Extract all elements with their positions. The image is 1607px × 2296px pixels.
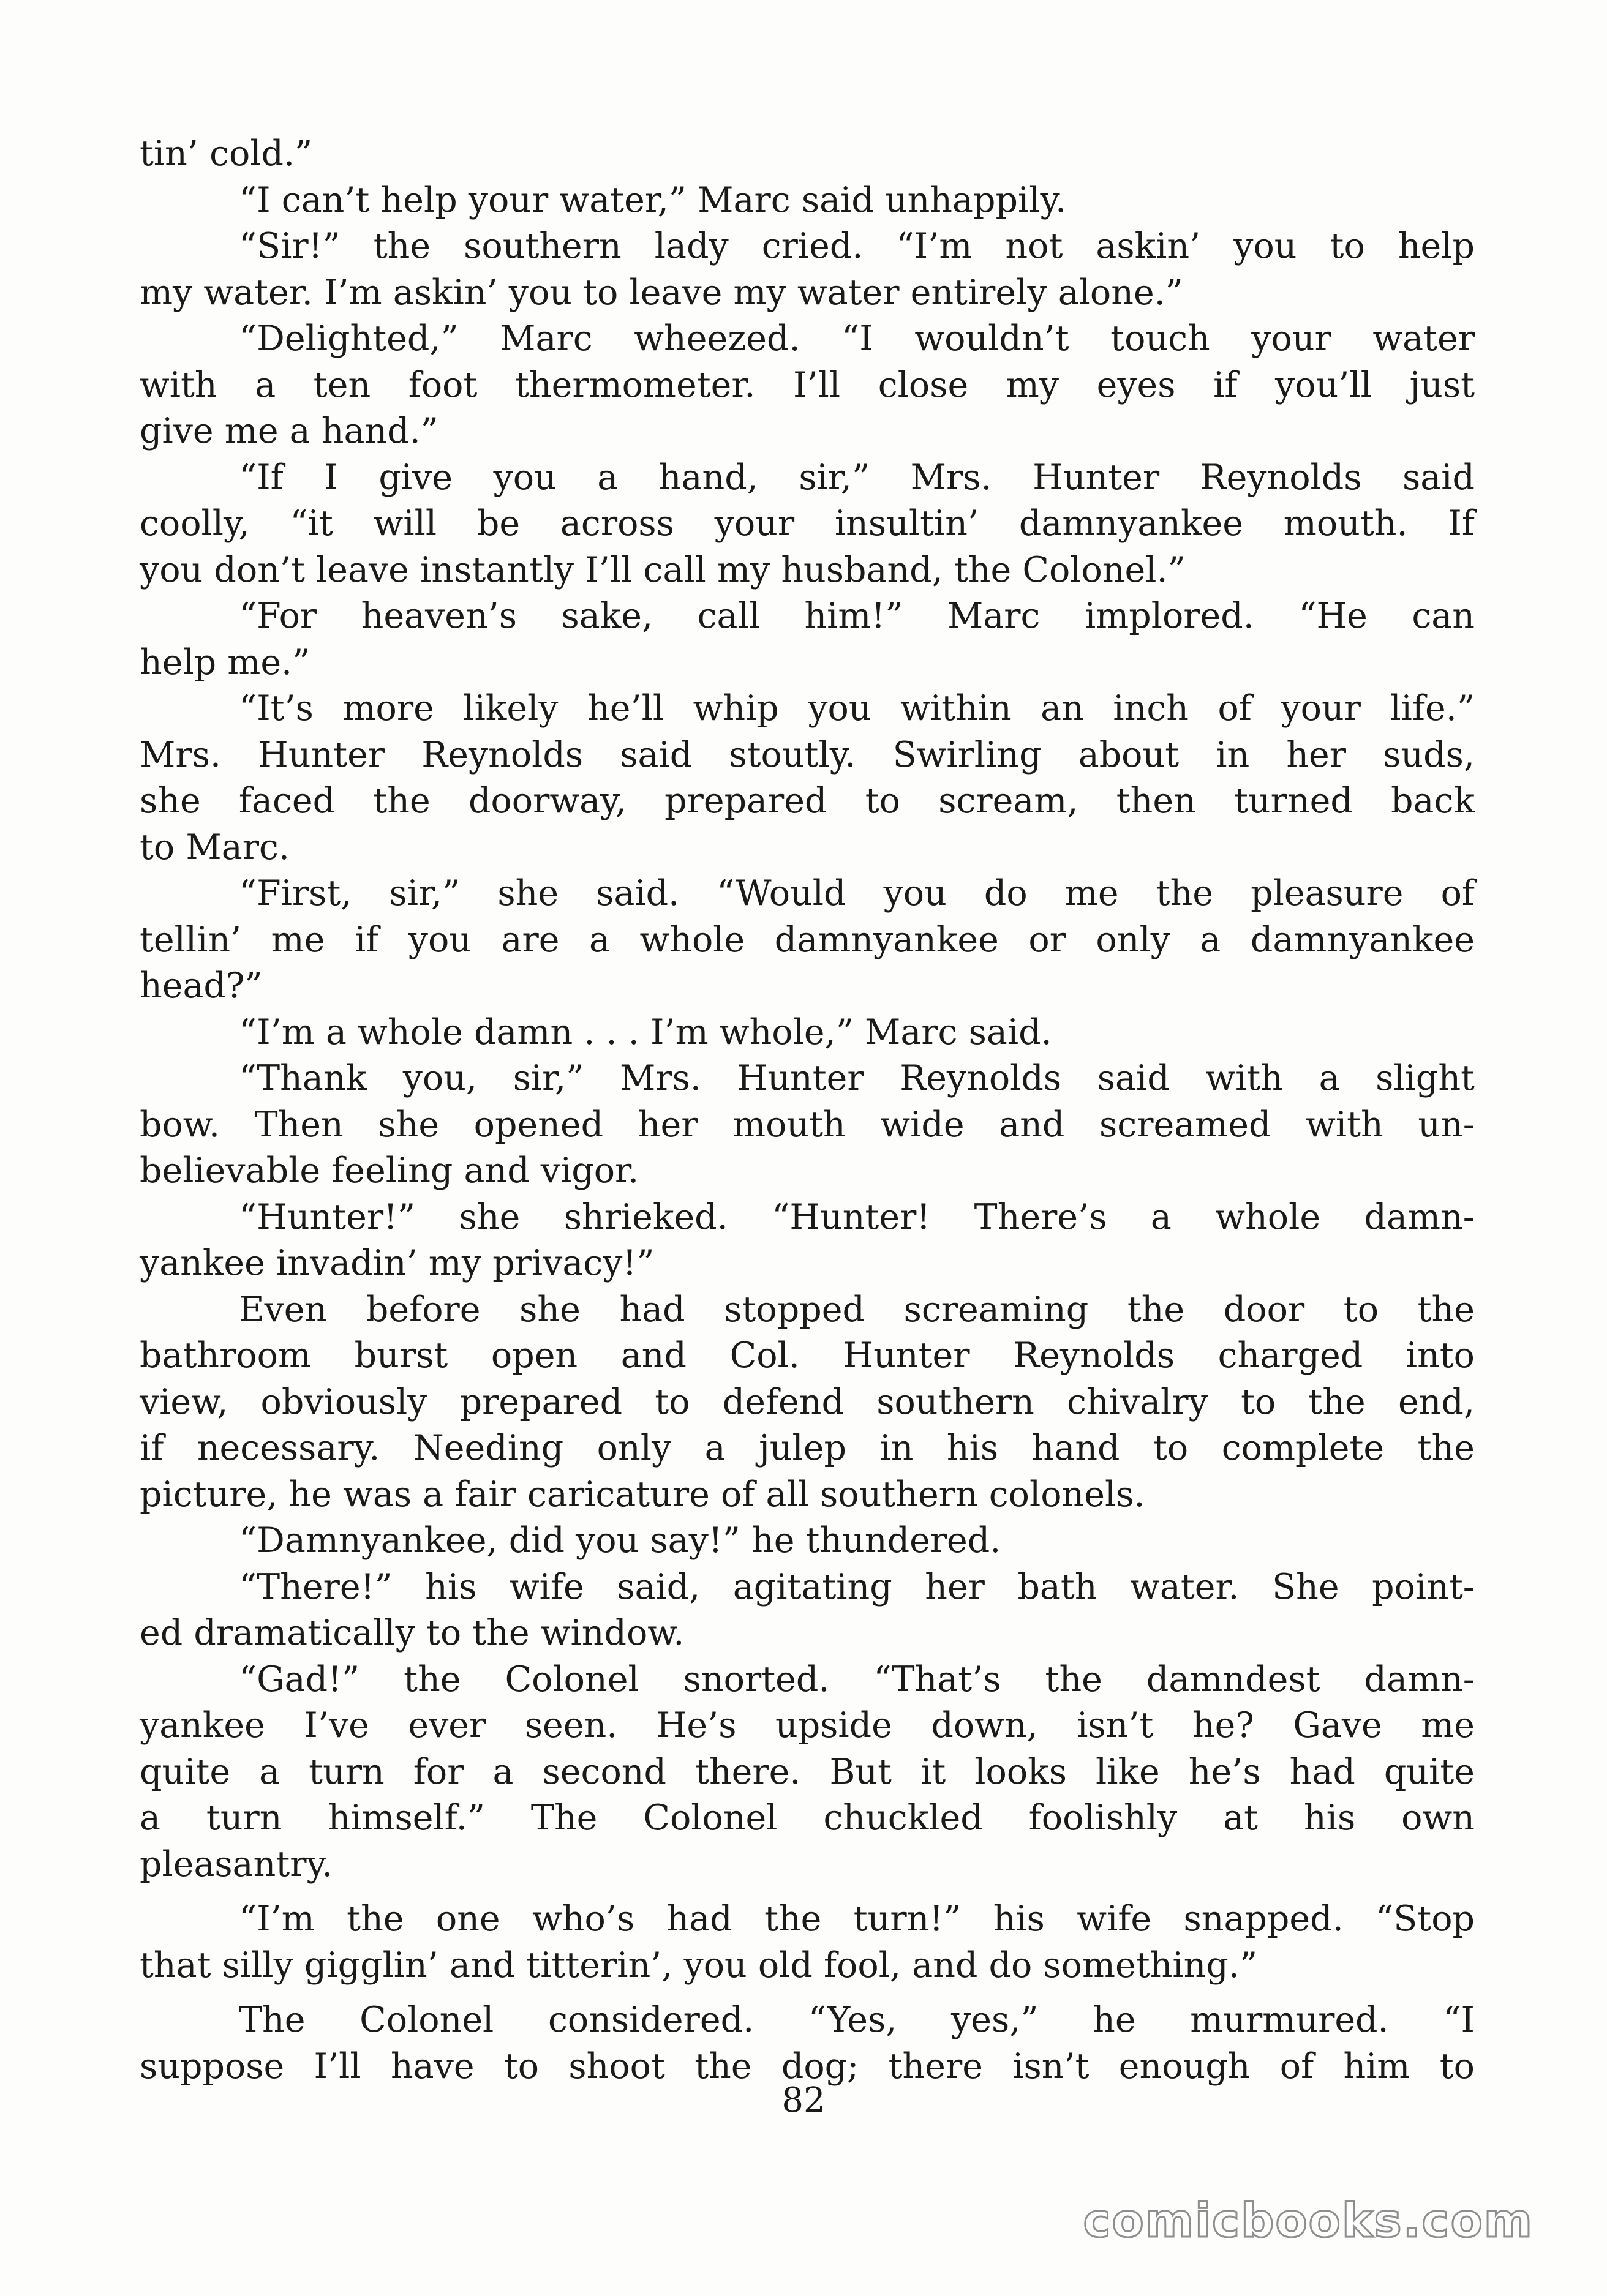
text-line: tin’ cold.” bbox=[140, 133, 313, 174]
text-line: “I can’t help your water,” Marc said unhappily. bbox=[239, 179, 1067, 220]
text-line: “Damnyankee, did you say!” he thundered. bbox=[239, 1520, 1001, 1561]
text-line: “For heaven’s sake, call him!” Marc implored. “He can bbox=[239, 596, 1475, 636]
text-line: “If I give you a hand, sir,” Mrs. Hunter Reynolds said bbox=[239, 457, 1475, 498]
text-line: view, obviously prepared to defend southern chivalry to the end, bbox=[140, 1381, 1475, 1422]
text-line: “It’s more likely he’ll whip you within an inch of your life.” bbox=[239, 688, 1475, 729]
text-line: believable feeling and vigor. bbox=[140, 1150, 639, 1191]
text-line: she faced the doorway, prepared to scream, then turned back bbox=[140, 781, 1475, 821]
text-line: you don’t leave instantly I’ll call my husband, the Colonel.” bbox=[140, 549, 1186, 590]
text-line: “First, sir,” she said. “Would you do me the pleasure of bbox=[239, 873, 1475, 914]
paragraph-gap bbox=[140, 1989, 1475, 1997]
page-number: 82 bbox=[781, 2080, 826, 2120]
text-line: give me a hand.” bbox=[140, 411, 438, 451]
text-line: that silly gigglin’ and titterin’, you old fool, and do something.” bbox=[140, 1945, 1258, 1986]
text-line: “Hunter!” she shrieked. “Hunter! There’s a whole damn- bbox=[239, 1196, 1475, 1237]
text-line: Mrs. Hunter Reynolds said stoutly. Swirling about in her suds, bbox=[140, 734, 1475, 775]
text-line: “I’m a whole damn . . . I’m whole,” Marc said. bbox=[239, 1011, 1052, 1052]
text-line: a turn himself.” The Colonel chuckled foolishly at his own bbox=[140, 1798, 1475, 1838]
text-line: Even before she had stopped screaming the door to the bbox=[239, 1289, 1475, 1330]
text-line: “Sir!” the southern lady cried. “I’m not askin’ you to help bbox=[239, 226, 1475, 266]
text-line: my water. I’m askin’ you to leave my water entirely alone.” bbox=[140, 272, 1183, 313]
text-line: “Delighted,” Marc wheezed. “I wouldn’t touch your water bbox=[239, 318, 1475, 359]
text-line: head?” bbox=[140, 966, 263, 1006]
text-line: pleasantry. bbox=[140, 1844, 333, 1885]
text-line: if necessary. Needing only a julep in his hand to complete the bbox=[140, 1428, 1475, 1468]
text-line: The Colonel considered. “Yes, yes,” he murmured. “I bbox=[239, 2000, 1475, 2040]
text-line: with a ten foot thermometer. I’ll close my eyes if you’ll just bbox=[140, 364, 1475, 405]
text-line: coolly, “it will be across your insultin’ damnyankee mouth. If bbox=[140, 503, 1475, 544]
text-line: bathroom burst open and Col. Hunter Reynolds charged into bbox=[140, 1335, 1475, 1376]
text-line: quite a turn for a second there. But it looks like he’s had quite bbox=[140, 1751, 1475, 1792]
text-line: yankee invadin’ my privacy!” bbox=[140, 1243, 655, 1283]
text-line: “There!” his wife said, agitating her bath water. She point- bbox=[239, 1566, 1475, 1607]
text-line: “Gad!” the Colonel snorted. “That’s the damndest damn- bbox=[239, 1659, 1475, 1700]
text-line: picture, he was a fair caricature of all southern colonels. bbox=[140, 1474, 1145, 1515]
text-line: tellin’ me if you are a whole damnyankee or only a damnyankee bbox=[140, 919, 1475, 960]
text-line: help me.” bbox=[140, 642, 310, 683]
paragraph-gap bbox=[140, 1888, 1475, 1896]
body-text bbox=[140, 131, 1475, 2090]
text-line: suppose I’ll have to shoot the dog; there isn’t enough of him to bbox=[140, 2046, 1475, 2087]
text-line: bow. Then she opened her mouth wide and screamed with un- bbox=[140, 1104, 1475, 1145]
text-line: “Thank you, sir,” Mrs. Hunter Reynolds said with a slight bbox=[239, 1058, 1475, 1098]
watermark-logo: comicbooks.com bbox=[1083, 2193, 1534, 2248]
text-line: yankee I’ve ever seen. He’s upside down, isn’t he? Gave me bbox=[140, 1705, 1475, 1746]
text-line: to Marc. bbox=[140, 827, 290, 868]
text-line: “I’m the one who’s had the turn!” his wife snapped. “Stop bbox=[239, 1899, 1475, 1939]
text-line: ed dramatically to the window. bbox=[140, 1613, 685, 1653]
